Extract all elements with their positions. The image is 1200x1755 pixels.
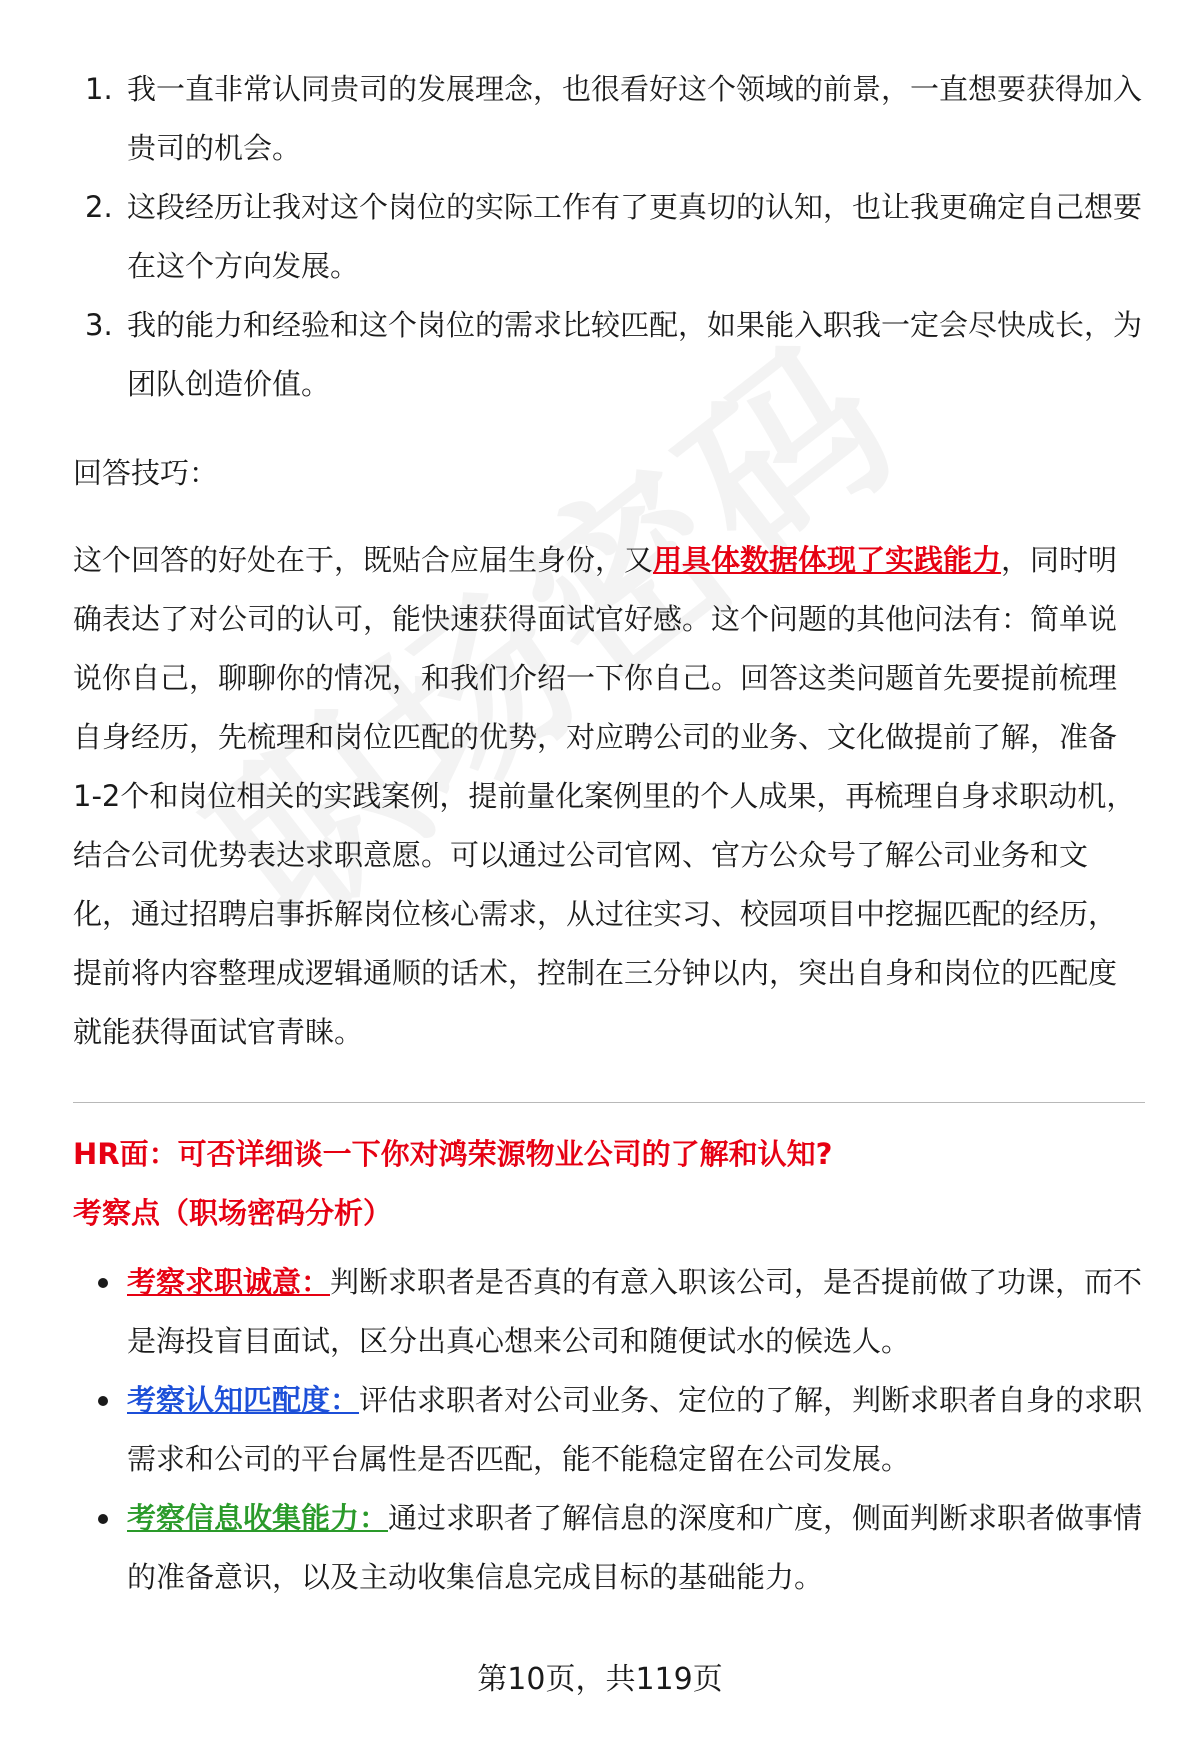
question-title: HR面：可否详细谈一下你对鸿荣源物业公司的了解和认知? (73, 1137, 833, 1171)
tips-text-after: ，同时明确表达了对公司的认可，能快速获得面试官好感。这个问题的其他问法有：简单说说你自己，聊聊你的情况，和我们介绍一下你自己。回答这类问题首先要提前梳理自身经历，先梳理和岗位匹配的优势，对应聘公司的业务、文化做提前了解，准备1-2个和岗位相关的实践案例，提前量化案例里的个人成果，再梳理自身求职动机，结合公司优势表达求职意愿。可以通过公司官网、官方公众号了解公司业务和文化，通过招聘启事拆解岗位核心需求，从过往实习、校园项目中挖掘匹配的经历，提前将内容整理成逻辑通顺的话术，控制在三分钟以内，突出自身和岗位的匹配度就能获得面试官青睐。 (73, 543, 1136, 1049)
point-text: 通过求职者了解信息的深度和广度，侧面判断求职者做事情的准备意识，以及主动收集信息完成目标的基础能力。 (127, 1501, 1143, 1594)
question-subtitle: 考察点（职场密码分析） (73, 1196, 393, 1230)
point-keyword: 考察求职诚意： (127, 1265, 331, 1299)
page-content (73, 60, 1145, 1607)
page-number-footer: 第10页，共119页 (477, 1662, 723, 1697)
list-number: 1. (85, 72, 113, 106)
list-item-text: 我的能力和经验和这个岗位的需求比较匹配，如果能入职我一定会尽快成长，为团队创造价值。 (127, 308, 1143, 401)
list-item (73, 60, 1145, 178)
tips-paragraph (73, 531, 1145, 1062)
list-item (73, 178, 1145, 296)
point-keyword: 考察认知匹配度： (127, 1383, 360, 1417)
list-number: 2. (85, 190, 113, 224)
bullet-icon (98, 1278, 108, 1288)
tips-label: 回答技巧： (73, 456, 219, 490)
list-item (73, 1371, 1145, 1489)
list-item-text: 这段经历让我对这个岗位的实际工作有了更真切的认知，也让我更确定自己想要在这个方向发展。 (127, 190, 1143, 283)
tips-highlight: 用具体数据体现了实践能力 (653, 543, 1002, 577)
list-item-text: 我一直非常认同贵司的发展理念，也很看好这个领域的前景，一直想要获得加入贵司的机会。 (127, 72, 1143, 165)
section-divider (73, 1102, 1145, 1103)
point-keyword: 考察信息收集能力： (127, 1501, 389, 1535)
intro-numbered-list (73, 60, 1145, 414)
list-item (73, 296, 1145, 414)
bullet-icon (98, 1514, 108, 1524)
list-item (73, 1253, 1145, 1371)
list-number: 3. (85, 308, 113, 342)
tips-text-before: 这个回答的好处在于，既贴合应届生身份，又 (73, 543, 654, 577)
point-text: 评估求职者对公司业务、定位的了解，判断求职者自身的求职需求和公司的平台属性是否匹配，能不能稳定留在公司发展。 (127, 1383, 1143, 1476)
assessment-points-list (73, 1253, 1145, 1607)
point-text: 判断求职者是否真的有意入职该公司，是否提前做了功课，而不是海投盲目面试，区分出真心想来公司和随便试水的候选人。 (127, 1265, 1143, 1358)
bullet-icon (98, 1396, 108, 1406)
list-item (73, 1489, 1145, 1607)
